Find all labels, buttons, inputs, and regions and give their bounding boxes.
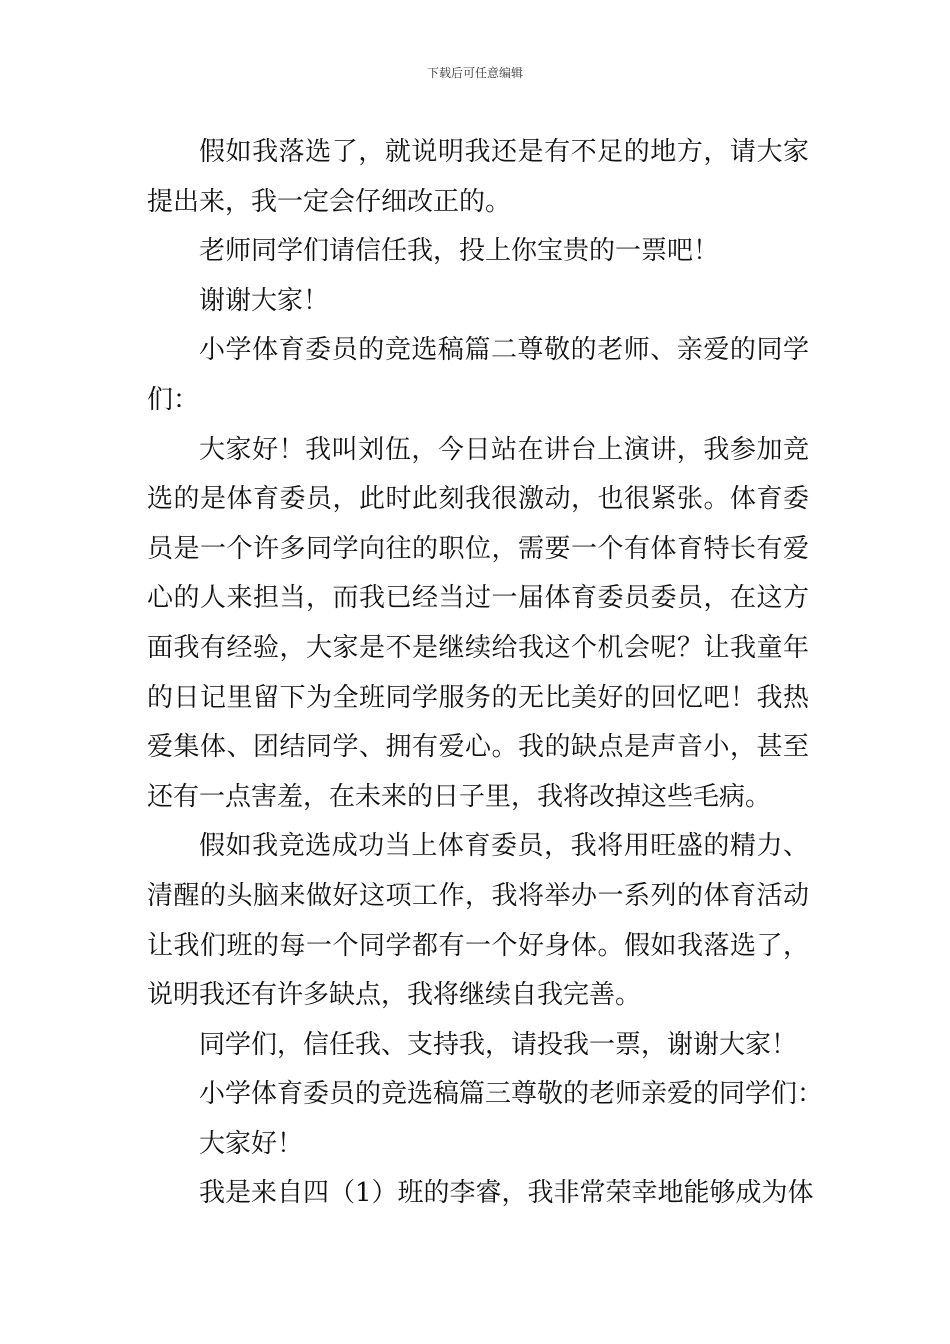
paragraph-4: 小学体育委员的竞选稿篇二尊敬的老师、亲爱的同学们：	[147, 335, 809, 415]
paragraph-8: 小学体育委员的竞选稿篇三尊敬的老师亲爱的同学们：	[199, 1079, 824, 1110]
paragraph-3: 谢谢大家！	[199, 285, 330, 316]
paragraph-6: 假如我竞选成功当上体育委员，我将用旺盛的精力、清醒的头脑来做好这项工作，我将举办一系列的体育活动让我们班的每一个同学都有一个好身体。假如我落选了，说明我还有许多缺点，我将继续自我完善。	[147, 831, 809, 1011]
document-body	[147, 128, 824, 1219]
paragraph-5: 大家好！我叫刘伍，今日站在讲台上演讲，我参加竞选的是体育委员，此时此刻我很激动，也很紧张。体育委员是一个许多同学向往的职位，需要一个有体育特长有爱心的人来担当，而我已经当过一届体育委员委员，在这方面我有经验，大家是不是继续给我这个机会呢？让我童年的日记里留下为全班同学服务的无比美好的回忆吧！我热爱集体、团结同学、拥有爱心。我的缺点是声音小，甚至还有一点害羞，在未来的日子里，我将改掉这些毛病。	[147, 434, 809, 812]
paragraph-1: 假如我落选了，就说明我还是有不足的地方，请大家提出来，我一定会仔细改正的。	[147, 137, 809, 217]
paragraph-7: 同学们，信任我、支持我，请投我一票，谢谢大家！	[199, 1029, 798, 1060]
paragraph-9: 大家好！	[199, 1128, 304, 1159]
paragraph-10: 我是来自四（1）班的李睿，我非常荣幸地能够成为体	[199, 1178, 814, 1209]
page-header: 下载后可任意编辑	[426, 66, 523, 80]
paragraph-2: 老师同学们请信任我，投上你宝贵的一票吧！	[199, 236, 720, 267]
